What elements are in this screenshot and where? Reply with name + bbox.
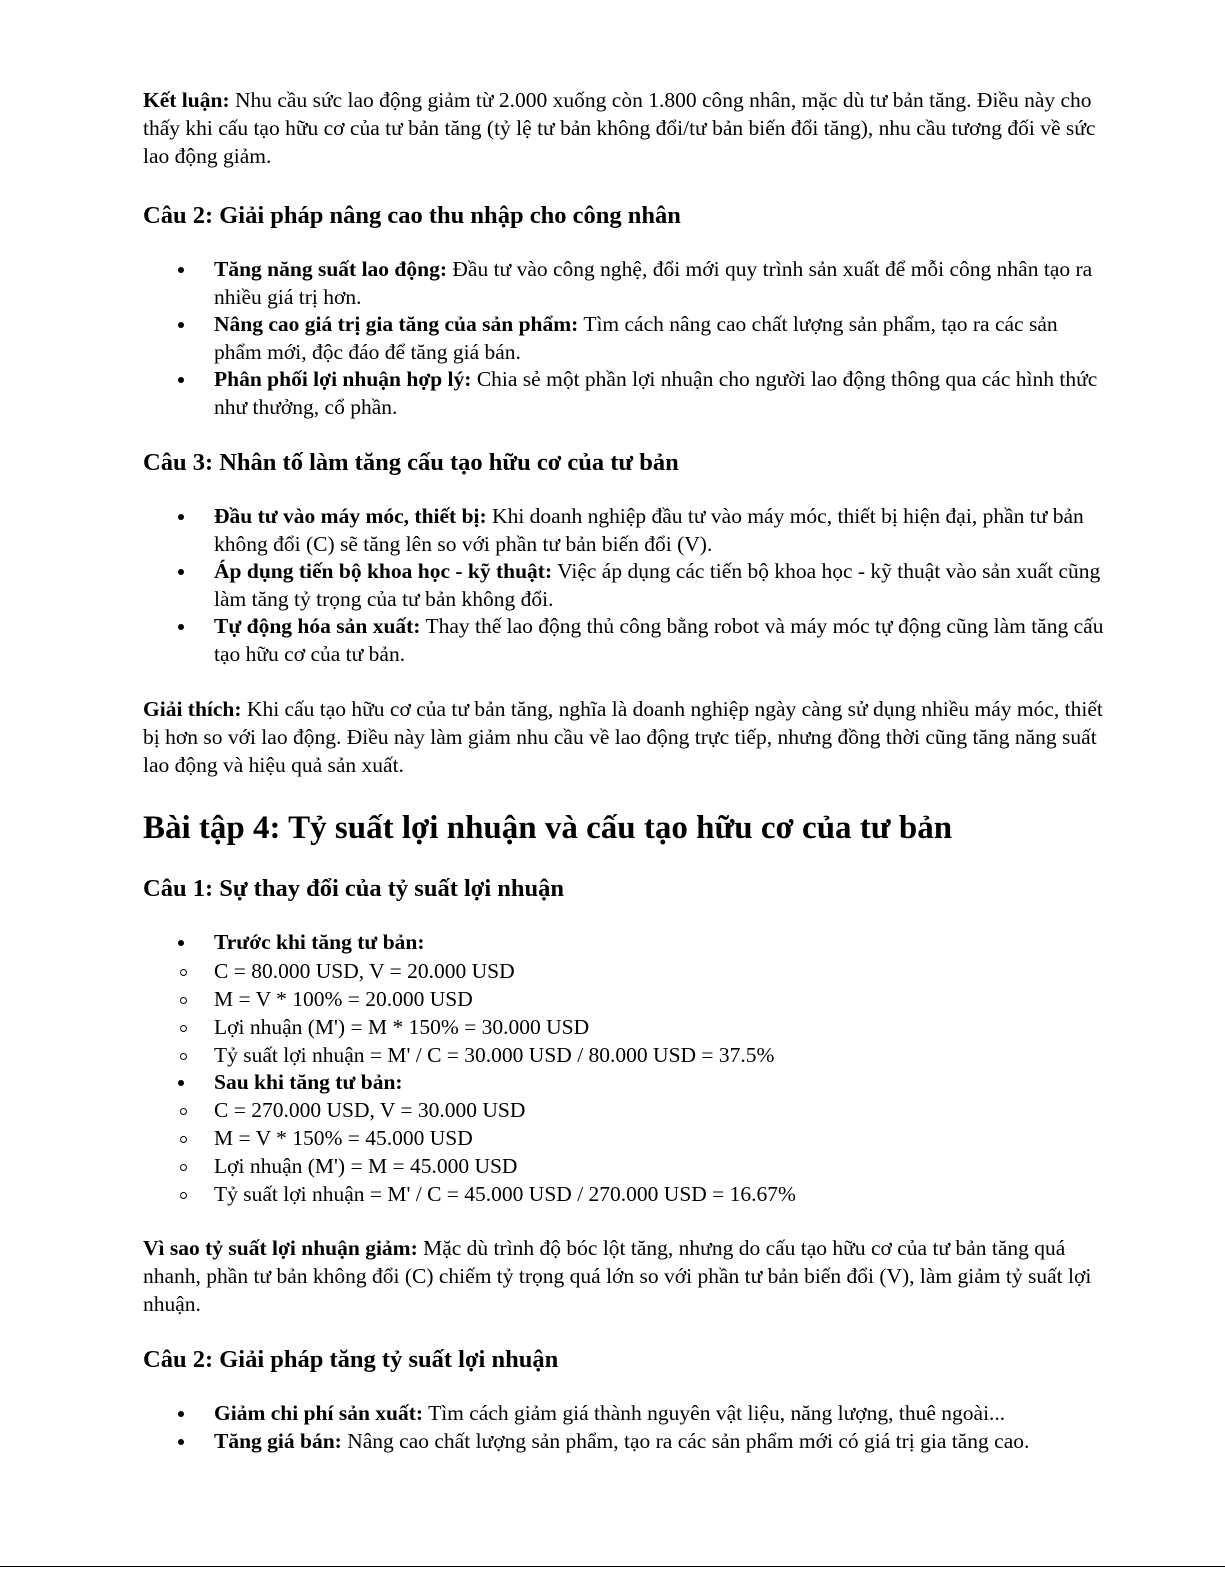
after-sublist (143, 1096, 1108, 1208)
section-heading-income: Câu 2: Giải pháp nâng cao thu nhập cho công nhân (143, 202, 681, 229)
item-label: Nâng cao giá trị gia tăng của sản phẩm: (214, 312, 579, 336)
sublist-item: Lợi nhuận (M') = M = 45.000 USD (214, 1152, 1108, 1180)
item-label: Tự động hóa sản xuất: (214, 614, 421, 638)
sublist-item: Lợi nhuận (M') = M * 150% = 30.000 USD (214, 1013, 1108, 1041)
item-label: Giảm chi phí sản xuất: (214, 1401, 424, 1425)
item-text: Đầu tư vào công nghệ, đổi mới quy trình sản xuất để mỗi công nhân tạo ra nhiều giá trị hơn. (214, 257, 1093, 309)
factors-list (143, 503, 1108, 668)
item-text: Thay thế lao động thủ công bằng robot và máy móc tự động cũng làm tăng cấu tạo hữu cơ của tư bản. (214, 614, 1104, 666)
sublist-item: C = 80.000 USD, V = 20.000 USD (214, 957, 1108, 985)
item-text: Nâng cao chất lượng sản phẩm, tạo ra các sản phẩm mới có giá trị gia tăng cao. (341, 1428, 1030, 1453)
list-item (214, 256, 1108, 311)
item-text: Chia sẻ một phần lợi nhuận cho người lao động thông qua các hình thức như thưởng, cổ phần. (214, 367, 1098, 419)
explanation-label: Giải thích: (143, 697, 242, 721)
item-label: Phân phối lợi nhuận hợp lý: (214, 367, 472, 391)
list-item (214, 558, 1108, 613)
why-decrease-label: Vì sao tỷ suất lợi nhuận giảm: (143, 1236, 418, 1260)
page-bottom-rule (0, 1566, 1225, 1567)
before-sublist (143, 957, 1108, 1069)
item-label: Tăng giá bán: (214, 1428, 342, 1453)
item-label: Đầu tư vào máy móc, thiết bị: (214, 504, 487, 528)
item-text: Khi doanh nghiệp đầu tư vào máy móc, thiết bị hiện đại, phần tư bản không đổi (C) sẽ tăng lên so với phần tư bản biến đổi (V). (214, 504, 1084, 556)
conclusion-paragraph (143, 86, 1108, 170)
item-text: Tìm cách nâng cao chất lượng sản phẩm, tạo ra các sản phẩm mới, độc đáo để tăng giá bán. (214, 312, 1058, 364)
increase-profit-list (143, 1400, 1108, 1455)
section-heading-factors: Câu 3: Nhân tố làm tăng cấu tạo hữu cơ của tư bản (143, 449, 679, 476)
explanation-text: Khi cấu tạo hữu cơ của tư bản tăng, nghĩa là doanh nghiệp ngày càng sử dụng nhiều máy móc, thiết bị hơn so với lao động. Điều này làm giảm nhu cầu về lao động trực tiếp, nhưng đồng thời cũng tăng năng suất lao động và hiệu quả sản xuất. (143, 697, 1103, 777)
item-text: Tìm cách giảm giá thành nguyên vật liệu, năng lượng, thuê ngoài... (423, 1401, 1006, 1425)
list-item (214, 366, 1108, 421)
list-item-before (214, 929, 1108, 1069)
document-page (143, 86, 1108, 1455)
why-decrease-paragraph (143, 1234, 1108, 1318)
section-heading-increase-profit: Câu 2: Giải pháp tăng tỷ suất lợi nhuận (143, 1346, 559, 1373)
why-decrease-text: Mặc dù trình độ bóc lột tăng, nhưng do cấu tạo hữu cơ của tư bản tăng quá nhanh, phần tư bản không đổi (C) chiếm tỷ trọng quá lớn so với phần tư bản biến đổi (V), làm giảm tỷ suất lợi nhuận. (143, 1236, 1092, 1316)
list-item (214, 503, 1108, 558)
section-heading-profit-change: Câu 1: Sự thay đổi của tỷ suất lợi nhuận (143, 875, 565, 902)
sublist-item: M = V * 150% = 45.000 USD (214, 1124, 1108, 1152)
conclusion-label: Kết luận: (143, 88, 230, 112)
exercise-4-heading: Bài tập 4: Tỷ suất lợi nhuận và cấu tạo hữu cơ của tư bản (143, 810, 953, 846)
item-label: Áp dụng tiến bộ khoa học - kỹ thuật: (214, 559, 553, 583)
item-text: Việc áp dụng các tiến bộ khoa học - kỹ thuật vào sản xuất cũng làm tăng tỷ trọng của tư bản không đổi. (214, 559, 1101, 611)
conclusion-text: Nhu cầu sức lao động giảm từ 2.000 xuống còn 1.800 công nhân, mặc dù tư bản tăng. Điều này cho thấy khi cấu tạo hữu cơ của tư bản tăng (tỷ lệ tư bản không đổi/tư bản biến đổi tăng), nhu cầu tương đối về sức lao động giảm. (143, 88, 1096, 168)
income-solutions-list (143, 256, 1108, 421)
item-label: Tăng năng suất lao động: (214, 257, 447, 281)
explanation-paragraph (143, 695, 1108, 779)
item-label: Trước khi tăng tư bản: (214, 930, 425, 954)
sublist-item: Tỷ suất lợi nhuận = M' / C = 45.000 USD / 270.000 USD = 16.67% (214, 1180, 1108, 1208)
list-item (214, 613, 1108, 668)
sublist-item: C = 270.000 USD, V = 30.000 USD (214, 1096, 1108, 1124)
list-item-after (214, 1069, 1108, 1209)
sublist-item: Tỷ suất lợi nhuận = M' / C = 30.000 USD / 80.000 USD = 37.5% (214, 1041, 1108, 1069)
list-item (214, 1428, 1108, 1456)
sublist-item: M = V * 100% = 20.000 USD (214, 985, 1108, 1013)
profit-change-list (143, 929, 1108, 1208)
list-item (214, 1400, 1108, 1428)
list-item (214, 311, 1108, 366)
item-label: Sau khi tăng tư bản: (214, 1069, 403, 1094)
